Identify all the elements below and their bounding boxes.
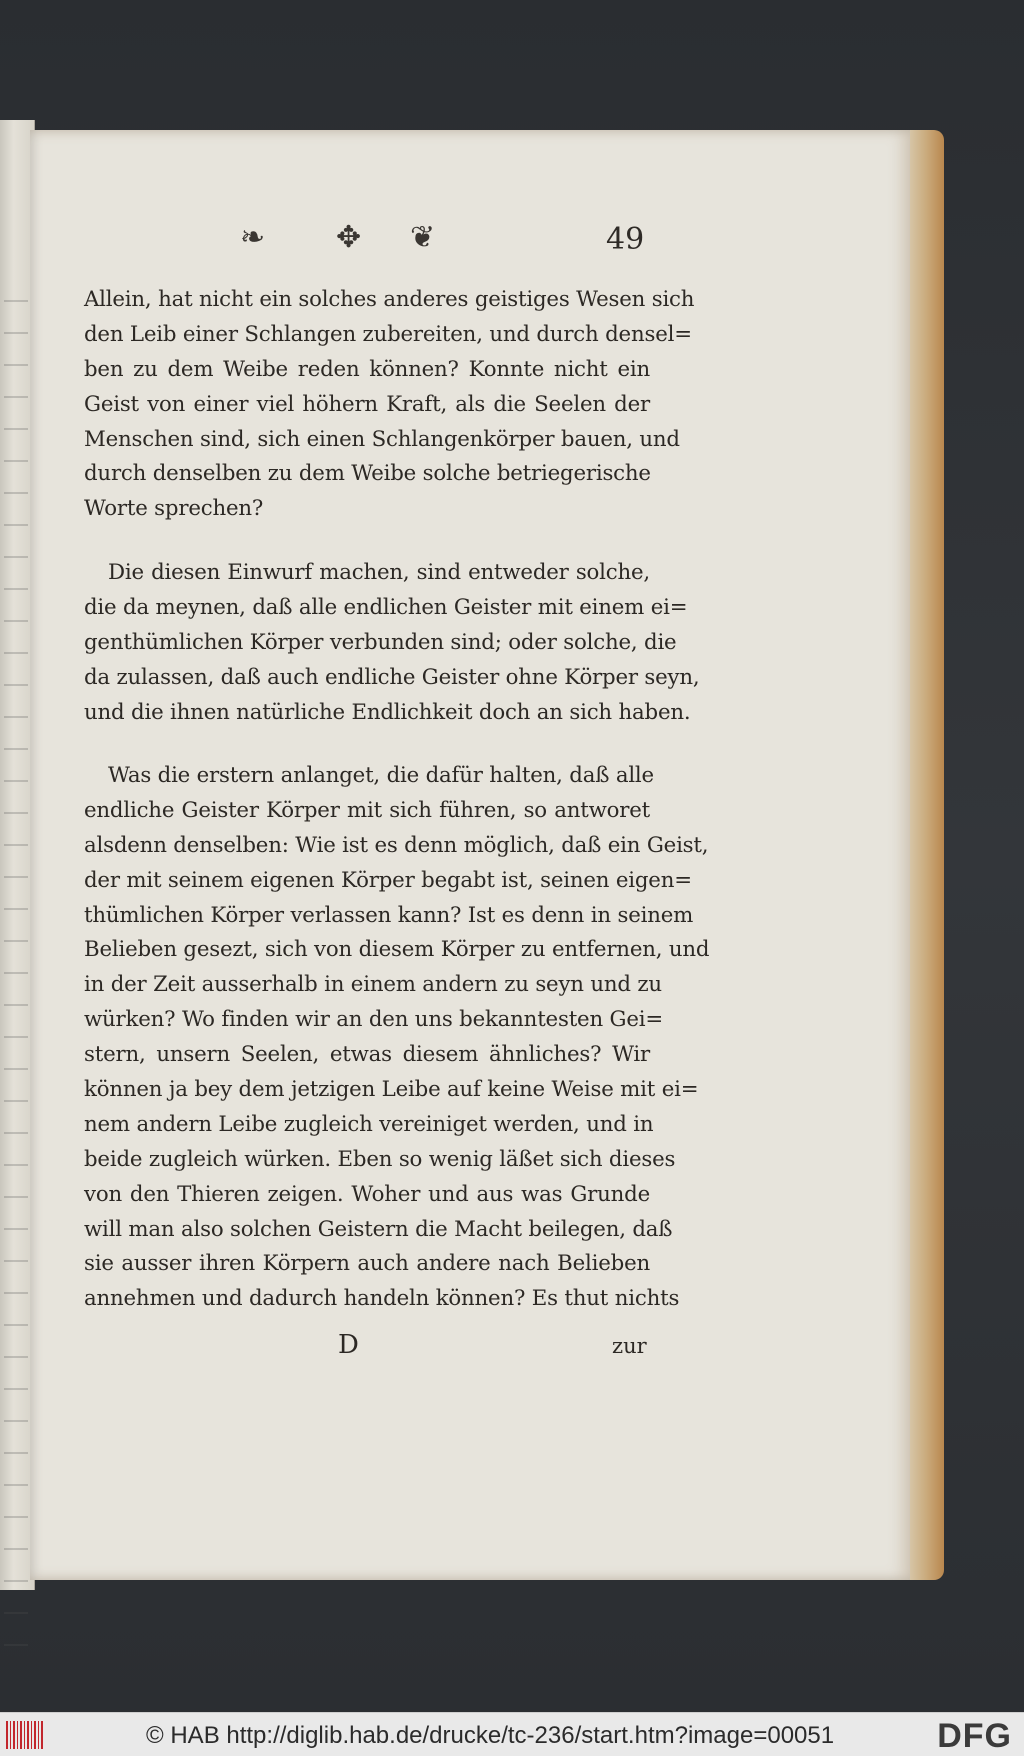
text-line: alsdenn denselben: Wie ist es denn möglich, daß ein Geist, bbox=[84, 832, 709, 858]
text-line: beide zugleich würken. Eben so wenig läßet sich dieses bbox=[84, 1146, 676, 1172]
text-line: in der Zeit ausserhalb in einem andern zu seyn und zu bbox=[84, 972, 662, 998]
text-line: sie ausser ihren Körpern auch andere nach Belieben bbox=[84, 1251, 650, 1277]
text-line: den Leib einer Schlangen zubereiten, und durch densel= bbox=[84, 321, 692, 347]
ornament-center-icon: ✥ bbox=[336, 220, 362, 255]
barcode-icon bbox=[6, 1721, 44, 1749]
text-line: durch denselben zu dem Weibe solche betriegerische bbox=[84, 461, 651, 487]
ornament-left-icon: ❧ bbox=[240, 220, 266, 255]
text-line: nem andern Leibe zugleich vereiniget werden, und in bbox=[84, 1111, 654, 1137]
text-line: Allein, hat nicht ein solches anderes geistiges Wesen sich bbox=[84, 287, 695, 312]
text-line: endliche Geister Körper mit sich führen, so antworet bbox=[84, 797, 650, 823]
text-line: können ja bey dem jetzigen Leibe auf keine Weise mit ei= bbox=[84, 1077, 699, 1103]
text-line: ben zu dem Weibe reden können? Konnte nicht ein bbox=[84, 356, 650, 382]
paragraph-3 bbox=[84, 759, 710, 1317]
text-line: die da meynen, daß alle endlichen Geister mit einem ei= bbox=[84, 594, 688, 620]
viewer-footer bbox=[0, 1712, 1024, 1756]
text-line: genthümlichen Körper verbunden sind; oder solche, die bbox=[84, 629, 677, 655]
text-line: und die ihnen natürliche Endlichkeit doch an sich haben. bbox=[84, 699, 691, 725]
page-number: 49 bbox=[606, 222, 645, 257]
facing-page-lines bbox=[4, 270, 28, 1670]
text-line: annehmen und dadurch handeln können? Es thut nichts bbox=[84, 1286, 680, 1312]
ornament-right-icon: ❦ bbox=[410, 220, 436, 255]
text-line: Worte sprechen? bbox=[84, 496, 264, 522]
page-header bbox=[240, 220, 660, 260]
dfg-logo: DFG bbox=[937, 1717, 1012, 1755]
text-line: würken? Wo finden wir an den uns bekanntesten Gei= bbox=[84, 1007, 664, 1033]
copyright-link[interactable]: © HAB http://diglib.hab.de/drucke/tc-236/start.htm?image=00051 bbox=[146, 1722, 835, 1749]
text-line: Die diesen Einwurf machen, sind entweder solche, bbox=[108, 560, 650, 585]
text-line: will man also solchen Geistern die Macht beilegen, daß bbox=[84, 1216, 673, 1242]
text-line: Menschen sind, sich einen Schlangenkörper bauen, und bbox=[84, 426, 680, 452]
text-line: der mit seinem eigenen Körper begabt ist, seinen eigen= bbox=[84, 867, 692, 893]
text-line: Was die erstern anlanget, die dafür halten, daß alle bbox=[108, 763, 654, 788]
text-line: Belieben gesezt, sich von diesem Körper zu entfernen, und bbox=[84, 937, 710, 963]
text-line: von den Thieren zeigen. Woher und aus was Grunde bbox=[84, 1181, 650, 1207]
paragraph-2 bbox=[84, 556, 700, 730]
text-line: thümlichen Körper verlassen kann? Ist es denn in seinem bbox=[84, 902, 694, 928]
text-line: da zulassen, daß auch endliche Geister ohne Körper seyn, bbox=[84, 664, 700, 690]
text-line: stern, unsern Seelen, etwas diesem ähnliches? Wir bbox=[84, 1042, 650, 1068]
catchword: zur bbox=[612, 1334, 647, 1358]
paragraph-1 bbox=[84, 283, 695, 527]
signature-mark: D bbox=[338, 1330, 359, 1360]
text-line: Geist von einer viel höhern Kraft, als die Seelen der bbox=[84, 391, 650, 417]
